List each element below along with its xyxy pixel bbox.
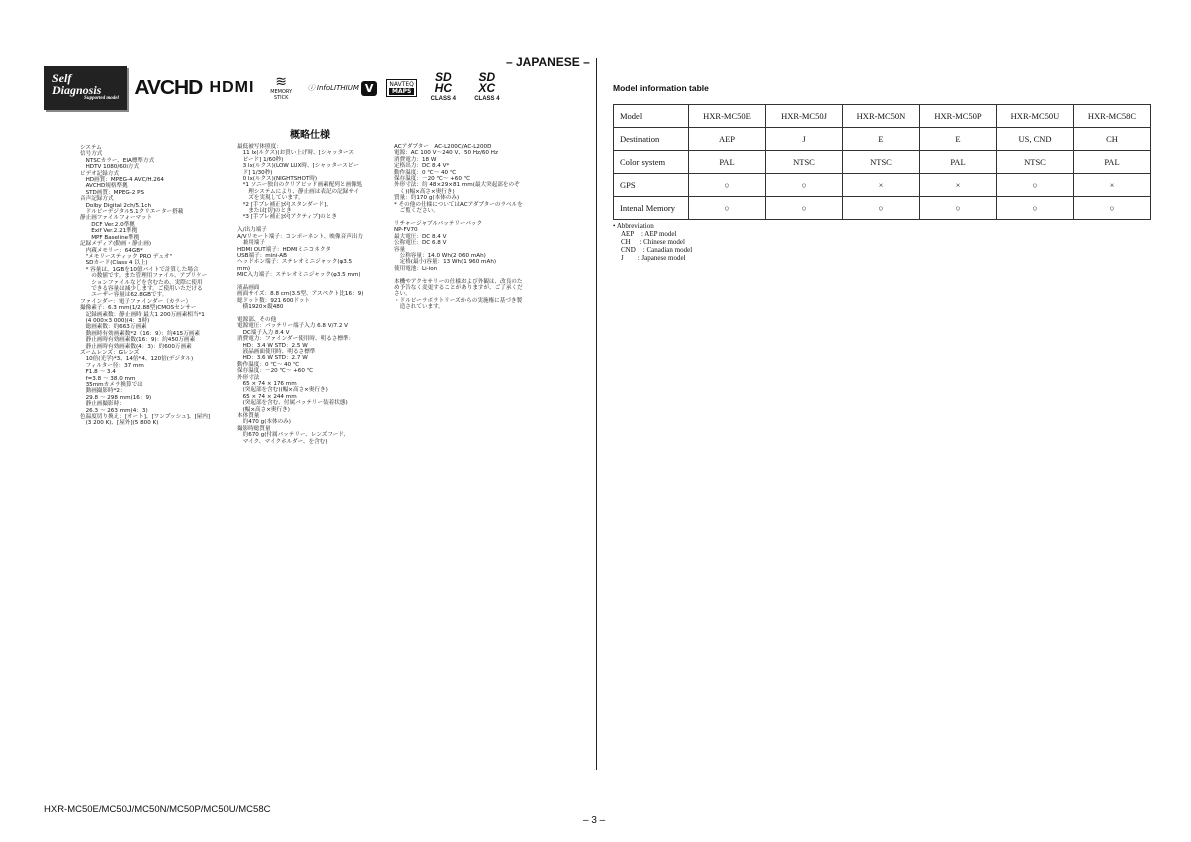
memory-stick-icon: ≋ [275, 74, 288, 90]
sdhc-logo [426, 69, 461, 105]
sdhc-class-text: CLASS 4 [430, 95, 456, 102]
hdmi-logo: HDMI [209, 79, 255, 96]
table-header-row [614, 105, 1151, 128]
specs-title: 概略仕様 [290, 130, 330, 141]
table-cell: US, CND [997, 128, 1074, 151]
table-cell: NTSC [766, 151, 843, 174]
table-cell: Model [614, 105, 689, 128]
model-table-title: Model information table [613, 83, 709, 93]
abbreviation-item: CH : Chinese model [621, 238, 685, 246]
table-cell: E [843, 128, 920, 151]
abbreviation-item: CND : Canadian model [621, 246, 693, 254]
table-cell: CH [1074, 128, 1151, 151]
abbreviation-title: • Abbreviation [613, 222, 654, 230]
table-cell: NTSC [843, 151, 920, 174]
table-cell: HXR-MC50P [920, 105, 997, 128]
table-cell: ○ [766, 174, 843, 197]
memory-stick-logo [263, 75, 298, 101]
sdxc-class-text: CLASS 4 [474, 95, 500, 102]
table-cell: ○ [1074, 197, 1151, 220]
table-cell: ○ [997, 174, 1074, 197]
column-divider [596, 58, 597, 770]
table-cell: ○ [689, 197, 766, 220]
language-heading: – JAPANESE – [506, 55, 590, 69]
table-row [614, 174, 1151, 197]
infolithium-text: InfoLITHIUM [316, 84, 359, 92]
abbreviation-item: AEP : AEP model [621, 230, 677, 238]
self-diagnosis-logo [44, 66, 127, 110]
specs-column-2: 最低被写体照度： 11 lx(ルクス)(お買い上げ時、[シャッタース ピード] 1/60秒) 3 lx(ルクス)(LOW LUX時、[シャッタースピー ド] 1/30秒) 0 lx(ルクス)(NIGHTSHOT時) *1 ソニー独自のクリアビッド画素配列と画像処 理システムにより、静止画は表記の記録サイ ズを実現しています。 *2 [手ブレ補正]が[スタンダード]、 または[切]のとき *3 [手ブレ補正]が[アクティブ]のとき 入/出力端子 A/Vリモート端子：コンポーネント、映像音声出力 兼用端子 HDMI OUT端子：HDMIミニコネクタ USB端子：mini-AB ヘッドホン端子：ステレオミニジャック(φ3.5 mm) MIC入力端子：ステレオミニジャック(φ3.5 mm) 液晶画面 画面サイズ：8.8 cm(3.5型、アスペクト比16：9) 総ドット数：921 600ドット 横1920×縦480 電源部、その他 電源電圧：バッテリー端子入力 6.8 V/7.2 V DC端子入力 8.4 V 消費電力：ファインダー使用時、明るさ標準： HD：3.4 W STD：2.5 W 液晶画面使用時、明るさ標準 HD：3.6 W STD：2.7 W 動作温度：0 ℃～ 40 ℃ 保存温度：－20 ℃～ +60 ℃ 外形寸法 65 × 74 × 176 mm (突起部を含む)(幅×高さ×奥行き) 65 × 74 × 244 mm (突起部を含む、付属バッテリー装着状態) (幅×高さ×奥行き) 本体質量 約470 g(本体のみ) 撮影時総質量 約670 g(付属バッテリー、レンズフード、 マイク、マイクホルダー、を含む) [237, 144, 364, 445]
table-cell: NTSC [997, 151, 1074, 174]
table-cell: HXR-MC58C [1074, 105, 1151, 128]
navteq-maps-text: MAPS [389, 88, 414, 95]
self-diagnosis-text: Self Diagnosis [52, 71, 102, 97]
table-row [614, 197, 1151, 220]
navteq-logo [386, 79, 417, 97]
memory-stick-text: MEMORY STICK [270, 89, 293, 101]
infolithium-logo [308, 81, 378, 96]
table-cell: HXR-MC50N [843, 105, 920, 128]
table-cell: HXR-MC50J [766, 105, 843, 128]
table-cell: PAL [689, 151, 766, 174]
logo-row [44, 70, 504, 106]
table-cell: HXR-MC50E [689, 105, 766, 128]
table-cell: ○ [843, 197, 920, 220]
table-cell: AEP [689, 128, 766, 151]
model-information-table [613, 104, 1151, 220]
abbreviation-item: J : Japanese model [621, 254, 686, 262]
info-icon: ⓘ [307, 84, 315, 92]
table-cell: J [766, 128, 843, 151]
table-cell: GPS [614, 174, 689, 197]
table-cell: Destination [614, 128, 689, 151]
infolithium-series-badge: V [361, 81, 378, 96]
abbreviation-list [613, 222, 692, 262]
page-number: – 3 – [583, 815, 606, 826]
table-cell: HXR-MC50U [997, 105, 1074, 128]
sdhc-text: SD HC [434, 69, 452, 95]
avchd-logo: AVCHD [134, 76, 203, 99]
table-cell: ○ [766, 197, 843, 220]
table-cell: Intenal Memory [614, 197, 689, 220]
table-row [614, 128, 1151, 151]
self-diagnosis-sub: Supported model [84, 96, 119, 101]
table-row [614, 151, 1151, 174]
navteq-text: NAVTEQ [389, 81, 414, 88]
specs-column-3: ACアダプター AC-L200C/AC-L200D 電源：AC 100 V～240 V、50 Hz/60 Hz 消費電力：18 W 定格出力：DC 8.4 V* 動作温度：0 ℃～ 40 ℃ 保存温度：－20 ℃～ +60 ℃ 外形寸法：約 48×29×81 mm(最大突起部をのぞ く)(幅×高さ×奥行き) 質量：約170 g(本体のみ) * その他の仕様についてはACアダプターのラベルを ご覧ください。 リチャージャブルバッテリーパック NP-FV70 最大電圧：DC 8.4 V 公称電圧：DC 6.8 V 容量 公称容量：14.0 Wh(2 060 mAh) 定格(最小)容量：13 Wh(1 960 mAh) 使用電池：Li-ion 本機やアクセサリーの仕様および外観は、改良のた め予告なく変更することがありますが、ご了承くだ さい。 ・ドルビーラボラトリーズからの実施権に基づき製 造されています。 [394, 144, 523, 311]
table-cell: × [920, 174, 997, 197]
footer-model-list: HXR-MC50E/MC50J/MC50N/MC50P/MC50U/MC58C [44, 804, 271, 815]
table-cell: PAL [920, 151, 997, 174]
table-cell: Color system [614, 151, 689, 174]
specs-column-1: システム 信号方式 NTSCカラー、EIA標準方式 HDTV 1080/60i方式 ビデオ記録方式 HD画質：MPEG-4 AVC/H.264 AVCHD規格準拠 STD画質：MPEG-2 PS 音声記録方式 Dolby Digital 2ch/5.1ch ドルビーデジタル5.1クリエーター搭載 静止画ファイルフォーマット DCF Ver.2.0準拠 Exif Ver.2.21準拠 MPF Baseline準拠 記録メディア(動画・静止画) 内蔵メモリー：64GB* "メモリースティック PRO デュオ" SDカード(Class 4 以上) * 容量は、1GBを10億バイトで計算した場合 の数値です。また管理用ファイル、アプリケー ションファイルなどを含むため、実際に使用 できる容量は減少します。ご使用いただける ユーザー容量は62.8GBです。 ファインダー：電子ファインダー（カラー） 撮像素子：6.3 mm(1/2.88型)CMOSセンサー 記録画素数：静止画時 最大1 200万画素相当*1 (4 000×3 000)(4：3時) 総画素数：約663万画素 動画時有効画素数*2（16：9）：約415万画素 静止画時有効画素数(16：9)：約450万画素 静止画時有効画素数(4：3)：約600万画素 ズームレンズ：Gレンズ 10倍(光学)*3、14倍*4、120倍(デジタル) フィルター径：37 mm F1.8 ～ 3.4 f=3.8 ～ 38.0 mm 35mmカメラ換算では 動画撮影時*2： 29.8 ～ 298 mm(16：9) 静止画撮影時： 26.3 ～ 263 mm(4：3) 色温度切り換え：[オート]、[ワンプッシュ]、[屋内] (3 200 K)、[屋外](5 800 K) [80, 145, 211, 427]
table-cell: × [843, 174, 920, 197]
table-cell: × [1074, 174, 1151, 197]
table-cell: E [920, 128, 997, 151]
table-cell: ○ [997, 197, 1074, 220]
sdxc-text: SD XC [478, 69, 496, 95]
sdxc-logo [470, 69, 504, 105]
table-cell: ○ [920, 197, 997, 220]
table-cell: ○ [689, 174, 766, 197]
table-cell: PAL [1074, 151, 1151, 174]
